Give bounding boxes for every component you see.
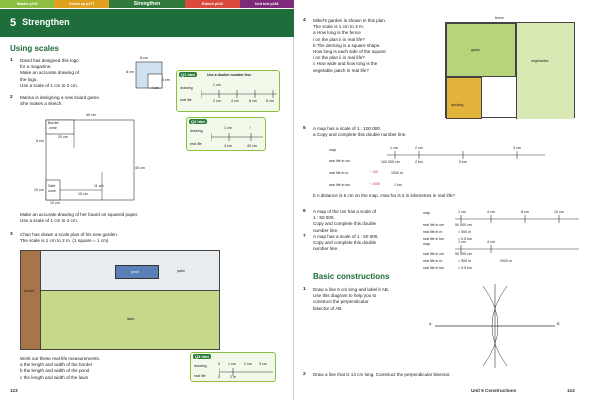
question-number: 1: [10, 58, 13, 63]
dim-label: 4 cm: [151, 86, 159, 90]
tick-label: 4 cm: [231, 99, 239, 103]
question-number: 3: [10, 232, 13, 237]
garden-plan: [20, 250, 220, 350]
hint-text: Use a double number line.: [207, 73, 252, 77]
row-label: real life: [194, 374, 206, 378]
pond-region: [115, 265, 159, 279]
region-label: pond: [131, 270, 139, 274]
dim-label: 11 cm: [94, 184, 104, 188]
value-label: = 500 m: [458, 259, 472, 263]
tab-strengthen[interactable]: Strengthen: [109, 0, 185, 8]
hint-box-q2: [186, 117, 266, 151]
tick-label: 6 cm: [249, 99, 257, 103]
tick-label: 1 cm: [224, 126, 232, 130]
question-4-text: [313, 18, 453, 74]
q1-line: Make an accurate drawing of: [20, 70, 79, 76]
value-label: = 0.5 km: [458, 266, 472, 270]
value-label: 2000 m: [500, 259, 512, 263]
hint-box-q1: [176, 70, 280, 112]
q4-line: a How long is the fence: [313, 30, 361, 36]
q7-line: Copy and complete this double: [313, 240, 377, 246]
border-region: [21, 251, 41, 349]
dim-label: 20 cm: [58, 135, 68, 139]
q3-part: a the length and width of the border: [20, 362, 93, 368]
q6-line: 1 : 50 000.: [313, 215, 335, 221]
tick-label: 2 cm: [213, 99, 221, 103]
tick-label: 1 cm: [458, 210, 466, 214]
q5-number-line: [387, 150, 547, 162]
question-5b-text: b A distance is 5 cm on the map. How far is it in kilometres in real life?: [313, 193, 455, 198]
tick-label: 1 cm: [213, 83, 221, 87]
dim-label: zone: [49, 126, 57, 130]
q4-line: b The decking is a square shape.: [313, 42, 381, 48]
decking-region: [446, 77, 482, 119]
q4-line: i on the plan ii in real life?: [313, 36, 365, 42]
question-1-text: [20, 58, 130, 89]
unit-number: 5: [10, 16, 17, 29]
region-label: grass: [471, 48, 480, 52]
dim-label: zone: [48, 189, 56, 193]
q1-line: Use a scale of 1 cm to 2 cm.: [20, 82, 78, 88]
c1-line: bisector of AB.: [313, 305, 343, 311]
q4-line: c How wide and how long is the: [313, 61, 378, 67]
hint-title-text: Q1 hint: [181, 72, 195, 77]
value-label: = 500 m: [458, 230, 472, 234]
q3-line: The scale is 1 cm to 2 m. (1 square = 1 cm): [20, 238, 109, 244]
section-heading-scales: Using scales: [10, 44, 59, 53]
q6-line: A map of the UK has a scale of: [313, 209, 377, 214]
row-label: real life in km: [423, 237, 445, 241]
region-label: decking: [451, 103, 464, 107]
row-label: real life in km: [329, 183, 351, 187]
dim-label: 10 cm: [34, 188, 44, 192]
dim-label: 10 cm: [78, 192, 88, 196]
hint-title: [179, 72, 197, 77]
q7-number-line: [455, 244, 581, 254]
tick-label: 0: [218, 375, 220, 379]
tab-check-up[interactable]: Check up p177: [54, 0, 108, 8]
tab-extend[interactable]: Extend p133: [185, 0, 239, 8]
question-6-text: [313, 209, 405, 234]
q4-line: i on the plan ii in real life?: [313, 55, 365, 61]
conversion-label: ÷ 100: [369, 170, 378, 174]
question-number: 2: [10, 95, 13, 100]
tick-label: 1000 m: [391, 171, 403, 175]
row-label: real life in m: [423, 259, 443, 263]
region-label: vegetables: [531, 59, 549, 63]
question-2-instructions: [20, 212, 260, 224]
dim-label: 40 cm: [135, 166, 145, 170]
q5-line: A map has a scale of 1 : 100 000.: [313, 126, 382, 131]
hint-number-line: [219, 367, 275, 377]
tick-label: 1 km: [394, 183, 402, 187]
point-label: B: [557, 322, 560, 326]
dim-label: 4 cm: [162, 78, 170, 82]
tick-label: 5 km: [459, 160, 467, 164]
left-page: [0, 0, 294, 400]
tick-label: 3 cm: [259, 362, 267, 366]
value-label: 50 000 cm: [455, 223, 472, 227]
c1-line: construct the perpendicular: [313, 299, 369, 305]
page-number-right: 124: [567, 388, 575, 394]
tab-unit-test[interactable]: Unit test p136: [240, 0, 294, 8]
tick-label: 3 cm: [513, 146, 521, 150]
dim-label: 8 cm: [126, 70, 134, 74]
logo-diagram: [128, 56, 168, 92]
tick-label: ?: [249, 126, 251, 130]
tick-label: 2 km: [415, 160, 423, 164]
question-number: 5: [303, 126, 306, 131]
dim-label: Safe: [48, 184, 56, 188]
q2-line: She makes a sketch.: [20, 101, 63, 107]
q1-line: David has designed this logo: [20, 58, 79, 63]
tick-label: 1 cm: [228, 362, 236, 366]
hint-title-text: Q2 hint: [191, 119, 205, 124]
region-label: fence: [495, 16, 504, 20]
tick-label: 8 cm: [266, 99, 274, 103]
row-label: drawing: [194, 364, 207, 368]
q6-line: Copy and complete this double: [313, 221, 377, 227]
hint-box-q3: [190, 352, 276, 382]
q3-part: b the length and width of the pond: [20, 368, 90, 374]
footer-unit: Unit 5 Constructions: [471, 388, 517, 394]
section-heading-constructions: Basic constructions: [313, 272, 390, 281]
q2-line: Make an accurate drawing of her board on squared paper.: [20, 212, 139, 217]
region-label: lawn: [127, 317, 135, 321]
row-label: map: [329, 148, 336, 152]
row-label: real life: [180, 98, 192, 102]
row-label: map: [423, 242, 430, 246]
tick-label: 1 cm: [390, 146, 398, 150]
tab-mastery[interactable]: Master p190: [0, 0, 54, 8]
row-label: real life in km: [423, 266, 445, 270]
q4-line: vegetable patch in real life?: [313, 67, 369, 73]
question-number: 1: [303, 287, 306, 292]
row-label: drawing: [180, 86, 193, 90]
q4-line: The scale is 1 cm to 3 m.: [313, 24, 365, 30]
question-3-text: [20, 232, 260, 244]
construction-2-text: Draw a line that is 14 cm long. Construct the perpendicular bisector.: [313, 372, 451, 377]
tick-label: 1 cm: [458, 240, 466, 244]
q3-line: Work out these real-life measurements.: [20, 356, 101, 361]
c1-line: Draw a line 6 cm long and label it AB.: [313, 287, 390, 292]
page-number-left: 123: [10, 388, 18, 394]
q5-line: a Copy and complete this double number line.: [313, 132, 407, 138]
page-title: Strengthen: [22, 17, 70, 28]
c1-line: Use this diagram to help you to: [313, 293, 377, 299]
q3-part: c the length and width of the lawn: [20, 374, 89, 380]
row-label: real life in cm: [423, 252, 445, 256]
question-number: 7: [303, 234, 306, 239]
construction-1-text: [313, 287, 413, 312]
dim-label: 8 cm: [36, 139, 44, 143]
row-label: drawing: [190, 129, 203, 133]
row-label: real life in cm: [329, 159, 351, 163]
hint-title: [193, 354, 211, 359]
tick-label: 2 m: [230, 375, 236, 379]
point-label: A: [429, 322, 432, 326]
tick-label: 40 cm: [247, 144, 257, 148]
q1-line: the logo.: [20, 76, 38, 82]
region-label: border: [24, 289, 35, 293]
row-label: real life in m: [329, 171, 349, 175]
question-number: 6: [303, 209, 306, 214]
region-label: patio: [177, 269, 185, 273]
q6-number-line: [455, 214, 581, 224]
question-2-text: [20, 95, 170, 107]
q7-line: number line.: [313, 246, 339, 252]
question-5-text: [313, 126, 553, 138]
hint-title: [189, 119, 207, 124]
grass-region: [446, 23, 516, 77]
tick-label: 10 cm: [554, 210, 564, 214]
tick-label: 2 cm: [415, 146, 423, 150]
page-header: [0, 9, 294, 37]
bisector-diagram: [415, 280, 575, 370]
tick-label: 8 cm: [521, 210, 529, 214]
q1-line: for a magazine.: [20, 64, 52, 70]
conversion-label: ÷ 1000: [369, 182, 380, 186]
q7-line: A map has a scale of 1 : 50 000.: [313, 234, 379, 239]
hint-title-text: Q3 hint: [195, 354, 209, 359]
question-7-text: [313, 234, 405, 253]
q6-line: number line.: [313, 227, 339, 233]
value-label: = 0.5 km: [458, 237, 472, 241]
dim-label: 40 cm: [86, 113, 96, 117]
dim-label: 8 cm: [140, 56, 148, 60]
section-tabs: [0, 0, 294, 8]
question-3-parts: [20, 356, 180, 381]
q4-line: Mikel's garden is shown in this plan.: [313, 18, 387, 23]
dim-label: Border: [48, 121, 59, 125]
row-label: real life in m: [423, 230, 443, 234]
right-page: [295, 0, 589, 400]
row-label: real life: [190, 142, 202, 146]
question-number: 4: [303, 18, 306, 23]
tick-label: 4 cm: [224, 144, 232, 148]
tick-label: 0: [218, 362, 220, 366]
hint-number-line: [211, 131, 265, 145]
dim-label: 10 cm: [50, 201, 60, 205]
row-label: map: [423, 211, 430, 215]
q4-line: How long is each side of the square: [313, 48, 386, 54]
q2-line: Use a scale of 1 cm to 4 cm.: [20, 218, 78, 224]
vegetables-region: [516, 23, 574, 119]
row-label: real life in cm: [423, 223, 445, 227]
q2-line: Marina is designing a new board game.: [20, 95, 101, 100]
tick-label: 4 cm: [487, 240, 495, 244]
tick-label: 2 cm: [244, 362, 252, 366]
tick-label: 100 000 cm: [381, 160, 400, 164]
value-label: 50 000 cm: [455, 252, 472, 256]
q3-line: Chan has drawn a scale plan of his new garden.: [20, 232, 119, 237]
mikel-garden-plan: [445, 22, 575, 118]
tick-label: 4 cm: [487, 210, 495, 214]
question-number: 2: [303, 372, 306, 377]
